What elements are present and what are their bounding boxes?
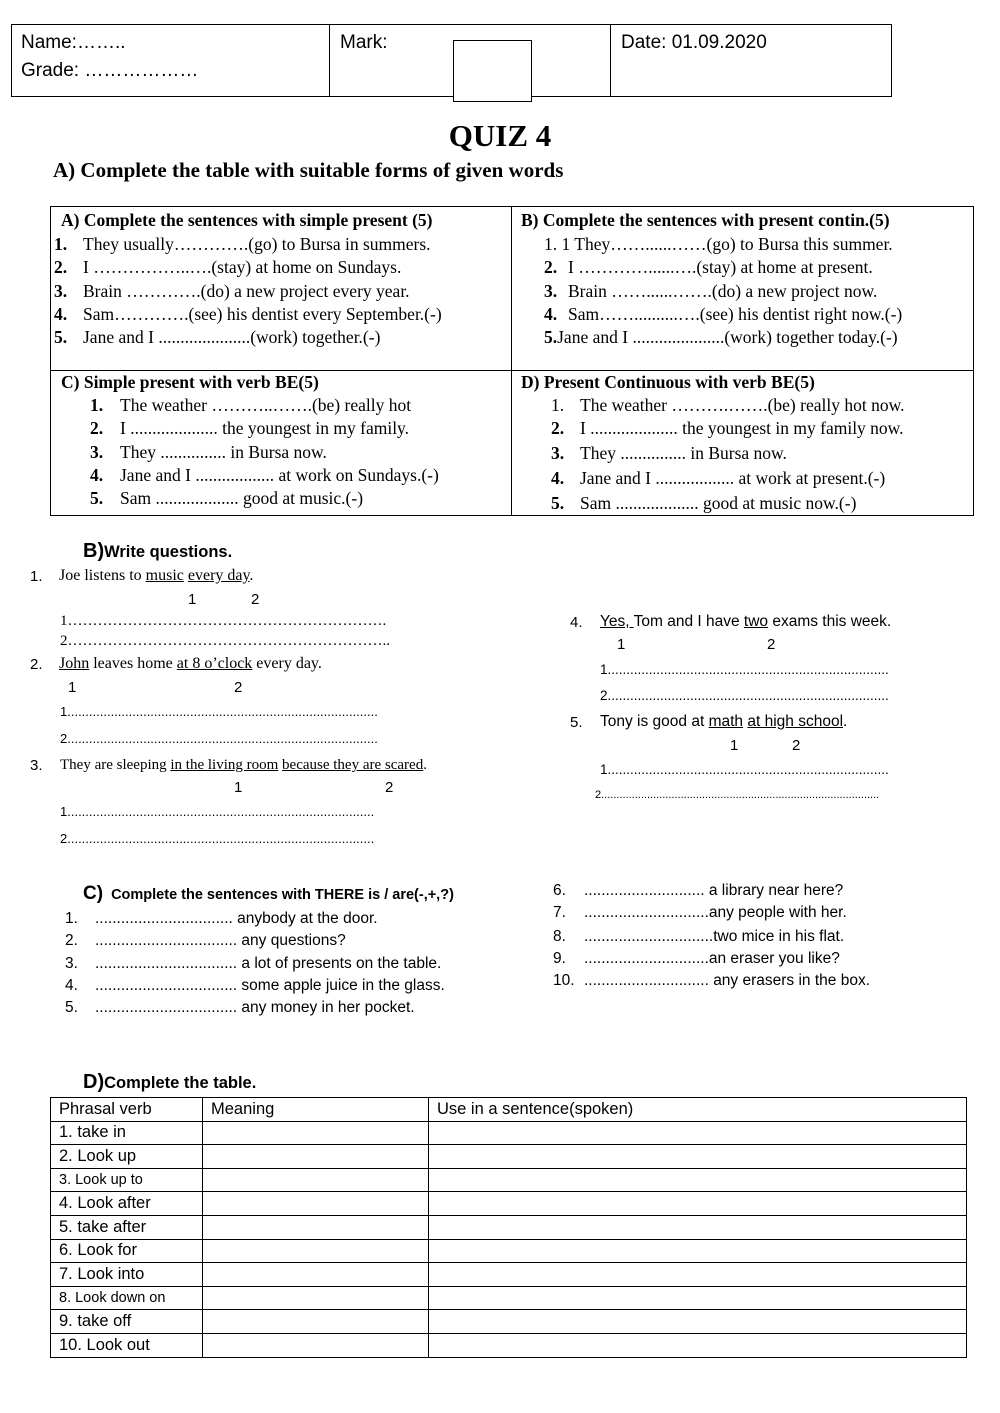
answer-line[interactable]: 2………………………………………………………..: [60, 633, 390, 649]
blank-sentence[interactable]: I …………......….(stay) at home at present.: [568, 257, 873, 277]
item-number: 4.: [551, 468, 565, 488]
blank-sentence[interactable]: ................................ anybody at the door.: [95, 910, 378, 927]
item-number: 4.: [54, 304, 68, 324]
meaning-cell[interactable]: [203, 1239, 429, 1263]
blank-sentence[interactable]: Jane and I .................. at work on Sundays.(-): [120, 465, 439, 485]
underline-marker: 1: [730, 737, 739, 754]
sentence-cell[interactable]: [429, 1310, 967, 1334]
phrasal-verb-cell: 5. take after: [51, 1215, 203, 1239]
phrasal-verb-cell: 9. take off: [51, 1310, 203, 1334]
meaning-cell[interactable]: [203, 1192, 429, 1216]
phrasal-verb-cell: 7. Look into: [51, 1263, 203, 1287]
blank-sentence[interactable]: I .................... the youngest in my family now.: [580, 418, 904, 438]
phrasal-verb-table: [50, 1097, 967, 1358]
item-number: 1.: [551, 395, 565, 415]
blank-sentence[interactable]: They usually………….(go) to Bursa in summers.: [83, 234, 431, 254]
table-row: [51, 1145, 967, 1169]
question-sentence: Yes, Tom and I have two exams this week.: [600, 613, 892, 630]
sentence-cell[interactable]: [429, 1215, 967, 1239]
mark-box[interactable]: [453, 40, 532, 102]
item-number: 4.: [544, 304, 558, 324]
item-number: 4.: [90, 465, 104, 485]
blank-sentence[interactable]: Brain ……......…….(do) a new project now.: [568, 281, 878, 301]
blank-sentence[interactable]: Sam ................... good at music.(-): [120, 488, 364, 508]
grade-field[interactable]: Grade: ………………: [21, 60, 199, 81]
phrasal-verb-cell: 1. take in: [51, 1121, 203, 1145]
phrasal-verb-cell: 10. Look out: [51, 1333, 203, 1357]
underline-marker: 1: [68, 679, 77, 696]
blank-sentence[interactable]: Jane and I .....................(work) together.(-): [83, 327, 381, 347]
name-grade-cell: [12, 25, 330, 96]
item-number: 5.: [65, 999, 78, 1016]
sentence-cell[interactable]: [429, 1239, 967, 1263]
meaning-cell[interactable]: [203, 1168, 429, 1192]
column-header: Use in a sentence(spoken): [429, 1098, 967, 1122]
meaning-cell[interactable]: [203, 1145, 429, 1169]
column-header: Meaning: [203, 1098, 429, 1122]
blank-sentence[interactable]: .............................an eraser you like?: [584, 950, 840, 967]
name-field[interactable]: Name:……..: [21, 32, 126, 53]
answer-line[interactable]: 1...........................................................................: [600, 662, 889, 677]
table-row: [51, 1286, 967, 1310]
answer-line[interactable]: 1......................................................................................: [60, 704, 378, 719]
mark-label: Mark:: [340, 32, 388, 53]
blank-sentence[interactable]: ............................ a library near here?: [584, 882, 844, 899]
section-b-heading: B)Write questions.: [83, 540, 233, 562]
item-number: 3.: [65, 955, 78, 972]
item-number: 2.: [65, 932, 78, 949]
blank-sentence[interactable]: They ............... in Bursa now.: [580, 443, 787, 463]
sentence-cell[interactable]: [429, 1286, 967, 1310]
question-number: 4.: [570, 614, 583, 631]
item-number: 1.: [90, 395, 104, 415]
section-a-instruction: A) Complete the table with suitable forms of given words: [53, 158, 564, 182]
blank-sentence[interactable]: I ……………..….(stay) at home on Sundays.: [83, 257, 402, 277]
item-number: 3.: [544, 281, 558, 301]
phrasal-verb-cell: 3. Look up to: [51, 1168, 203, 1192]
part-d-heading: D) Present Continuous with verb BE(5): [521, 372, 815, 392]
question-sentence: They are sleeping in the living room because they are scared.: [60, 757, 427, 773]
blank-sentence[interactable]: Jane and I .................. at work at present.(-): [580, 468, 886, 488]
question-number: 1.: [30, 568, 43, 585]
underline-marker: 2: [767, 636, 776, 653]
item-number: 2.: [551, 418, 565, 438]
table-row: [51, 1239, 967, 1263]
blank-sentence[interactable]: ................................. some apple juice in the glass.: [95, 977, 445, 994]
meaning-cell[interactable]: [203, 1263, 429, 1287]
date-label: Date: 01.09.2020: [621, 32, 767, 53]
item-number: 4.: [65, 977, 78, 994]
answer-line[interactable]: 2...........................................................................................: [595, 789, 880, 801]
sentence-cell[interactable]: [429, 1192, 967, 1216]
meaning-cell[interactable]: [203, 1310, 429, 1334]
answer-line[interactable]: 1……………………………………………………….: [60, 613, 387, 629]
item-number: 10.: [553, 972, 575, 989]
answer-line[interactable]: 1...........................................................................: [600, 762, 889, 777]
answer-line[interactable]: 1.....................................................................................: [60, 804, 375, 819]
blank-sentence-numbered[interactable]: 1. 1 They……......……(go) to Bursa this summer.: [544, 234, 893, 254]
item-number: 3.: [54, 281, 68, 301]
answer-line[interactable]: 2.....................................................................................: [60, 831, 375, 846]
grammar-table: [50, 206, 974, 516]
underline-marker: 1: [234, 779, 243, 796]
item-number: 5.: [54, 327, 68, 347]
blank-sentence[interactable]: Brain ………….(do) a new project every year.: [83, 281, 410, 301]
section-d-heading: D)Complete the table.: [83, 1071, 257, 1093]
blank-sentence[interactable]: They ............... in Bursa now.: [120, 442, 327, 462]
date-cell: [612, 25, 891, 96]
question-sentence: Tony is good at math at high school.: [600, 713, 848, 730]
underline-marker: 2: [385, 779, 394, 796]
meaning-cell[interactable]: [203, 1286, 429, 1310]
question-number: 3.: [30, 757, 43, 774]
meaning-cell[interactable]: [203, 1333, 429, 1357]
item-number: 3.: [551, 443, 565, 463]
table-row: [51, 1192, 967, 1216]
phrasal-verb-cell: 8. Look down on: [51, 1286, 203, 1310]
meaning-cell[interactable]: [203, 1121, 429, 1145]
question-sentence: John leaves home at 8 o’clock every day.: [59, 655, 322, 672]
phrasal-verb-cell: 2. Look up: [51, 1145, 203, 1169]
meaning-cell[interactable]: [203, 1215, 429, 1239]
item-number: 1.: [65, 910, 78, 927]
phrasal-verb-cell: 6. Look for: [51, 1239, 203, 1263]
item-number: 9.: [553, 950, 566, 967]
underline-marker: 1: [188, 591, 197, 608]
blank-sentence[interactable]: ................................. any money in her pocket.: [95, 999, 415, 1016]
blank-sentence[interactable]: Jane and I .....................(work) together today.(-): [557, 327, 898, 347]
underline-marker: 2: [234, 679, 243, 696]
sentence-cell[interactable]: [429, 1145, 967, 1169]
item-number: 2.: [90, 418, 104, 438]
page-title: QUIZ 4: [448, 118, 552, 153]
underline-marker: 2: [792, 737, 801, 754]
sentence-cell[interactable]: [429, 1263, 967, 1287]
part-a-heading: A) Complete the sentences with simple present (5): [61, 210, 433, 230]
blank-sentence[interactable]: .............................any people with her.: [584, 904, 847, 921]
part-c-heading: C) Simple present with verb BE(5): [61, 372, 319, 392]
blank-sentence[interactable]: ................................. any questions?: [95, 932, 346, 949]
blank-sentence[interactable]: ..............................two mice in his flat.: [584, 928, 845, 945]
item-number: 2.: [544, 257, 558, 277]
item-number: 2.: [54, 257, 68, 277]
section-c-heading: C) Complete the sentences with THERE is / are(-,+,?): [83, 883, 454, 904]
blank-sentence[interactable]: Sam……..........….(see) his dentist right now.(-): [568, 304, 903, 324]
item-number: 5.: [90, 488, 104, 508]
underline-marker: 1: [617, 636, 626, 653]
column-header: Phrasal verb: [51, 1098, 203, 1122]
item-number: 3.: [90, 442, 104, 462]
table-row: [51, 1333, 967, 1357]
table-row: [51, 1215, 967, 1239]
blank-sentence[interactable]: ............................. any erasers in the box.: [584, 972, 871, 989]
underline-marker: 2: [251, 591, 260, 608]
sentence-cell[interactable]: [429, 1121, 967, 1145]
item-number: 7.: [553, 904, 566, 921]
blank-sentence[interactable]: Sam ................... good at music now.(-): [580, 493, 857, 513]
item-number: 8.: [553, 928, 566, 945]
table-row: [51, 1121, 967, 1145]
question-number: 5.: [570, 714, 583, 731]
answer-line[interactable]: 2...........................................................................: [600, 688, 889, 703]
item-number: 6.: [553, 882, 566, 899]
question-sentence: Joe listens to music every day.: [59, 567, 254, 584]
sentence-cell[interactable]: [429, 1168, 967, 1192]
table-row: [51, 1168, 967, 1192]
part-b-heading: B) Complete the sentences with present contin.(5): [521, 210, 890, 230]
phrasal-verb-cell: 4. Look after: [51, 1192, 203, 1216]
blank-sentence[interactable]: Sam………….(see) his dentist every September.(-): [83, 304, 442, 324]
item-number: 5.: [544, 327, 558, 347]
question-number: 2.: [30, 656, 43, 673]
blank-sentence[interactable]: The weather ………..…….(be) really hot: [120, 395, 412, 415]
table-row: [51, 1263, 967, 1287]
item-number: 1.: [54, 234, 68, 254]
item-number: 5.: [551, 493, 565, 513]
sentence-cell[interactable]: [429, 1333, 967, 1357]
blank-sentence[interactable]: ................................. a lot of presents on the table.: [95, 955, 442, 972]
blank-sentence[interactable]: I .................... the youngest in my family.: [120, 418, 410, 438]
blank-sentence[interactable]: The weather ……….…….(be) really hot now.: [580, 395, 905, 415]
table-header-row: [51, 1098, 967, 1122]
student-info-header: [11, 24, 892, 97]
table-row: [51, 1310, 967, 1334]
answer-line[interactable]: 2......................................................................................: [60, 731, 378, 746]
